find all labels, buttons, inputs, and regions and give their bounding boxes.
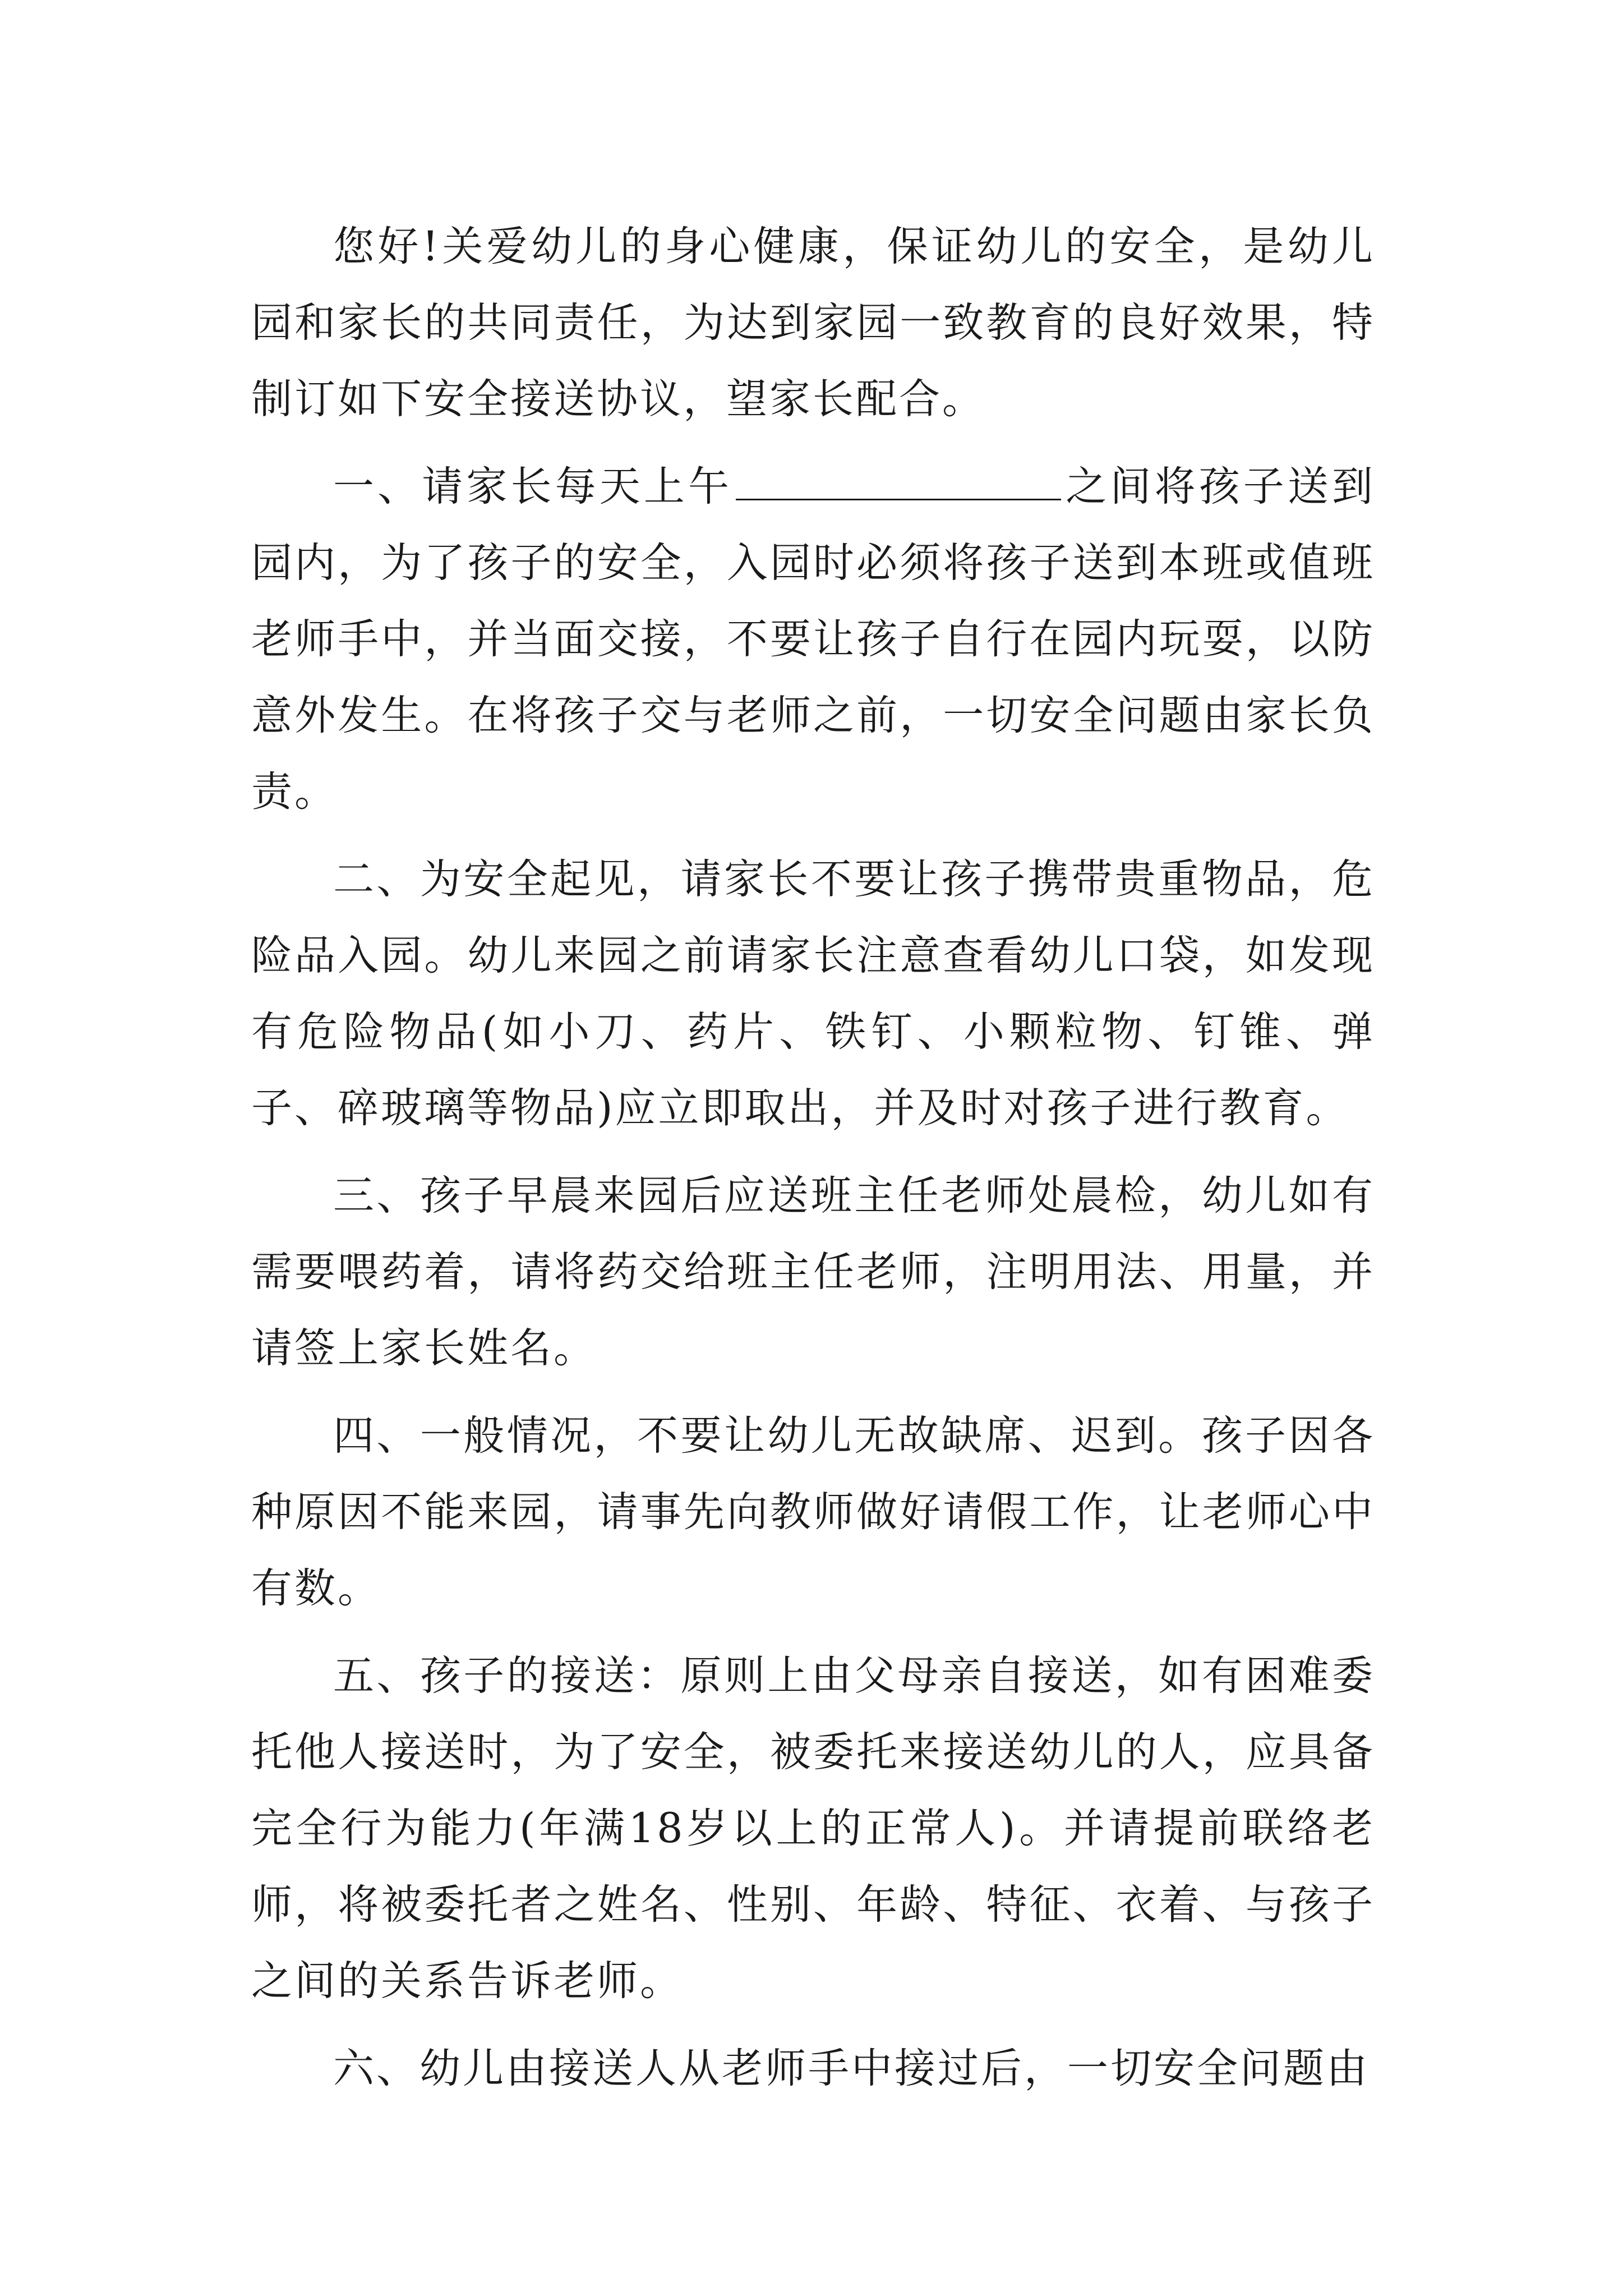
item-1-rest: 之间将孩子送到园内，为了孩子的安全，入园时必须将孩子送到本班或值班老师手中，并当面交接，不要让孩子自行在园内玩耍，以防意外发生。在将孩子交与老师之前，一切安全问题由家长负责。: [251, 463, 1375, 816]
item-5-paragraph: 五、孩子的接送：原则上由父母亲自接送，如有困难委托他人接送时，为了安全，被委托来接送幼儿的人，应具备完全行为能力(年满18岁以上的正常人)。并请提前联络老师，将被委托者之姓名、性别、年龄、特征、衣着、与孩子之间的关系告诉老师。: [251, 1652, 1375, 2005]
item-1-paragraph: [251, 449, 1375, 830]
item-1-lead: 一、请家长每天上午: [333, 463, 733, 510]
intro-paragraph: 您好!关爱幼儿的身心健康，保证幼儿的安全，是幼儿园和家长的共同责任，为达到家园一致教育的良好效果，特制订如下安全接送协议，望家长配合。: [251, 223, 1375, 423]
item-4-paragraph: 四、一般情况，不要让幼儿无故缺席、迟到。孩子因各种原因不能来园，请事先向教师做好请假工作，让老师心中有数。: [251, 1412, 1375, 1612]
item-3-paragraph: 三、孩子早晨来园后应送班主任老师处晨检，幼儿如有需要喂药着，请将药交给班主任老师，注明用法、用量，并请签上家长姓名。: [251, 1172, 1375, 1372]
time-blank-field[interactable]: [736, 462, 1061, 500]
item-2-paragraph: 二、为安全起见，请家长不要让孩子携带贵重物品，危险品入园。幼儿来园之前请家长注意查看幼儿口袋，如发现有危险物品(如小刀、药片、铁钉、小颗粒物、钉锥、弹子、碎玻璃等物品)应立即取出，并及时对孩子进行教育。: [251, 855, 1375, 1132]
document-page: [251, 209, 1375, 2118]
item-6-paragraph: 六、幼儿由接送人从老师手中接过后，一切安全问题由: [333, 2045, 1370, 2092]
